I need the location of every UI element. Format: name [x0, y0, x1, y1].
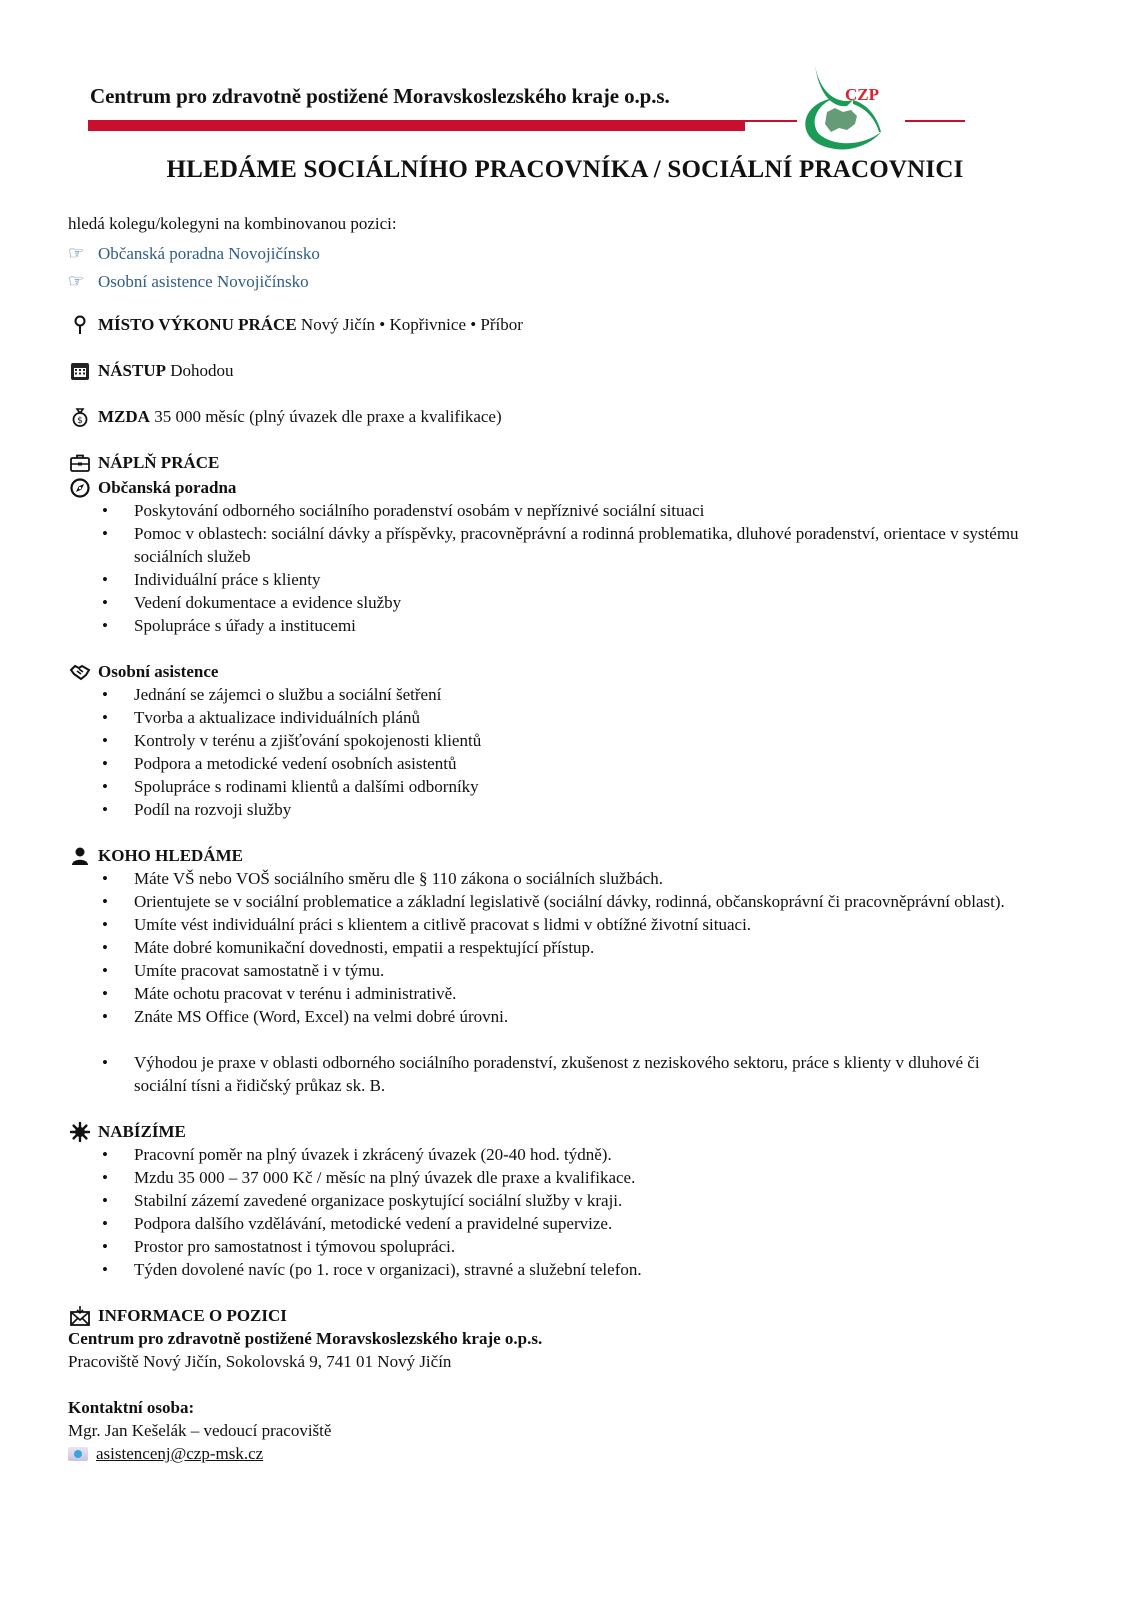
list-item: • Poskytování odborného sociálního poradenství osobám v nepříznivé sociální situaci [68, 499, 1068, 522]
location-value: Nový Jičín • Kopřivnice • Příbor [300, 315, 523, 334]
list-item: • Vedení dokumentace a evidence služby [68, 591, 1068, 614]
info-address: Pracoviště Nový Jičín, Sokolovská 9, 741 01 Nový Jičín [68, 1352, 452, 1371]
list-item: • Pracovní poměr na plný úvazek i zkrácený úvazek (20-40 hod. týdně). [68, 1143, 1068, 1166]
list-item: • Máte dobré komunikační dovednosti, empatii a respektující přístup. [68, 936, 1068, 959]
list-item: • Týden dovolené navíc (po 1. roce v organizaci), stravné a služební telefon. [68, 1258, 1068, 1281]
counseling-duties-list [68, 499, 1068, 637]
info-label: INFORMACE O POZICI [98, 1306, 287, 1325]
handshake-icon [68, 661, 92, 683]
start-label: NÁSTUP [98, 361, 167, 380]
assistance-label: Osobní asistence [98, 662, 219, 681]
offer-heading [68, 1120, 1068, 1143]
organization-header: Centrum pro zdravotně postižené Moravskoslezského kraje o.p.s. [90, 84, 670, 108]
contact-person: Mgr. Jan Kešelák – vedoucí pracoviště [68, 1421, 332, 1440]
person-icon [68, 845, 92, 867]
calendar-icon [68, 360, 92, 382]
list-item: • Podpora a metodické vedení osobních asistentů [68, 752, 1068, 775]
list-item: • Umíte vést individuální práci s klientem a citlivě pracovat s lidmi v obtížné životní situaci. [68, 913, 1068, 936]
header-red-bar [88, 120, 745, 131]
list-item: • Mzdu 35 000 – 37 000 Kč / měsíc na plný úvazek dle praxe a kvalifikace. [68, 1166, 1068, 1189]
assistance-heading [68, 660, 1068, 683]
counseling-label: Občanská poradna [98, 478, 237, 497]
salary-row [68, 405, 1068, 428]
list-item: • Máte ochotu pracovat v terénu i administrativě. [68, 982, 1068, 1005]
envelope-icon [68, 1305, 92, 1327]
list-item: • Spolupráce s úřady a institucemi [68, 614, 1068, 637]
location-label: MÍSTO VÝKONU PRÁCE [98, 315, 297, 334]
list-item: • Individuální práce s klienty [68, 568, 1068, 591]
location-row [68, 313, 1068, 336]
list-item: • Podpora dalšího vzdělávání, metodické vedení a pravidelné supervize. [68, 1212, 1068, 1235]
salary-value: 35 000 měsíc (plný úvazek dle praxe a kvalifikace) [154, 407, 502, 426]
contact-label: Kontaktní osoba: [68, 1398, 195, 1417]
assistance-duties-list [68, 683, 1068, 821]
link-civic-counseling[interactable] [68, 239, 1068, 267]
info-heading [68, 1304, 1068, 1327]
czp-logo [795, 60, 905, 155]
money-bag-icon [68, 406, 92, 428]
requirements-advantage [68, 1051, 1068, 1097]
header-red-line-left [745, 120, 797, 122]
counseling-heading [68, 476, 1068, 499]
header-red-line-right [905, 120, 965, 122]
link-label[interactable]: Osobní asistence Novojičínsko [98, 271, 309, 291]
link-personal-assistance[interactable] [68, 267, 1068, 295]
list-item: • Stabilní zázemí zavedené organizace poskytující sociální služby v kraji. [68, 1189, 1068, 1212]
list-item: • Prostor pro samostatnost i týmovou spolupráci. [68, 1235, 1068, 1258]
list-item: • Máte VŠ nebo VOŠ sociálního směru dle § 110 zákona o sociálních službách. [68, 867, 1068, 890]
requirements-label: KOHO HLEDÁME [98, 846, 243, 865]
list-item: • Spolupráce s rodinami klientů a dalšími odborníky [68, 775, 1068, 798]
duties-heading [68, 451, 1068, 474]
requirements-list [68, 867, 1068, 1028]
start-row [68, 359, 1068, 382]
intro-text: hledá kolegu/kolegyni na kombinovanou pozici: [68, 214, 397, 233]
briefcase-icon [68, 452, 92, 474]
salary-label: MZDA [98, 407, 150, 426]
page-title: HLEDÁME SOCIÁLNÍHO PRACOVNÍKA / SOCIÁLNÍ PRACOVNICI [166, 156, 964, 183]
compass-icon [68, 477, 92, 499]
list-item: • Znáte MS Office (Word, Excel) na velmi dobré úrovni. [68, 1005, 1068, 1028]
list-item: • Kontroly v terénu a zjišťování spokojenosti klientů [68, 729, 1068, 752]
info-organization: Centrum pro zdravotně postižené Moravskoslezského kraje o.p.s. [68, 1329, 543, 1348]
list-item: • Podíl na rozvoji služby [68, 798, 1068, 821]
start-value: Dohodou [170, 361, 234, 380]
svg-text:$: $ [77, 415, 83, 426]
logo-text: CZP [845, 85, 879, 104]
email-icon [68, 1447, 88, 1461]
link-label[interactable]: Občanská poradna Novojičínsko [98, 243, 320, 263]
pointing-hand-icon: ☞ [68, 270, 85, 291]
sparkle-icon [68, 1121, 92, 1143]
list-item: • Výhodou je praxe v oblasti odborného sociálního poradenství, zkušenost z neziskového sektoru, práce s klienty v dluhové či sociální tísni a řidičský průkaz sk. B. [68, 1051, 1008, 1097]
duties-label: NÁPLŇ PRÁCE [98, 453, 220, 472]
list-item: • Tvorba a aktualizace individuálních plánů [68, 706, 1068, 729]
list-item: • Orientujete se v sociální problematice a základní legislativě (sociální dávky, rodinná, občanskoprávní či pracovněprávní oblast). [68, 890, 1068, 913]
email-row [68, 1442, 1068, 1465]
email-link[interactable]: asistencenj@czp-msk.cz [96, 1444, 264, 1463]
requirements-heading [68, 844, 1068, 867]
list-item: • Pomoc v oblastech: sociální dávky a příspěvky, pracovněprávní a rodinná problematika, dluhové poradenství, orientace v systému sociálních služeb [68, 522, 1068, 568]
offer-label: NABÍZÍME [98, 1122, 186, 1141]
list-item: • Jednání se zájemci o službu a sociální šetření [68, 683, 1068, 706]
job-posting-body [68, 212, 1068, 1465]
map-pin-icon [68, 314, 92, 336]
list-item: • Umíte pracovat samostatně i v týmu. [68, 959, 1068, 982]
pointing-hand-icon: ☞ [68, 242, 85, 263]
offer-list [68, 1143, 1068, 1281]
